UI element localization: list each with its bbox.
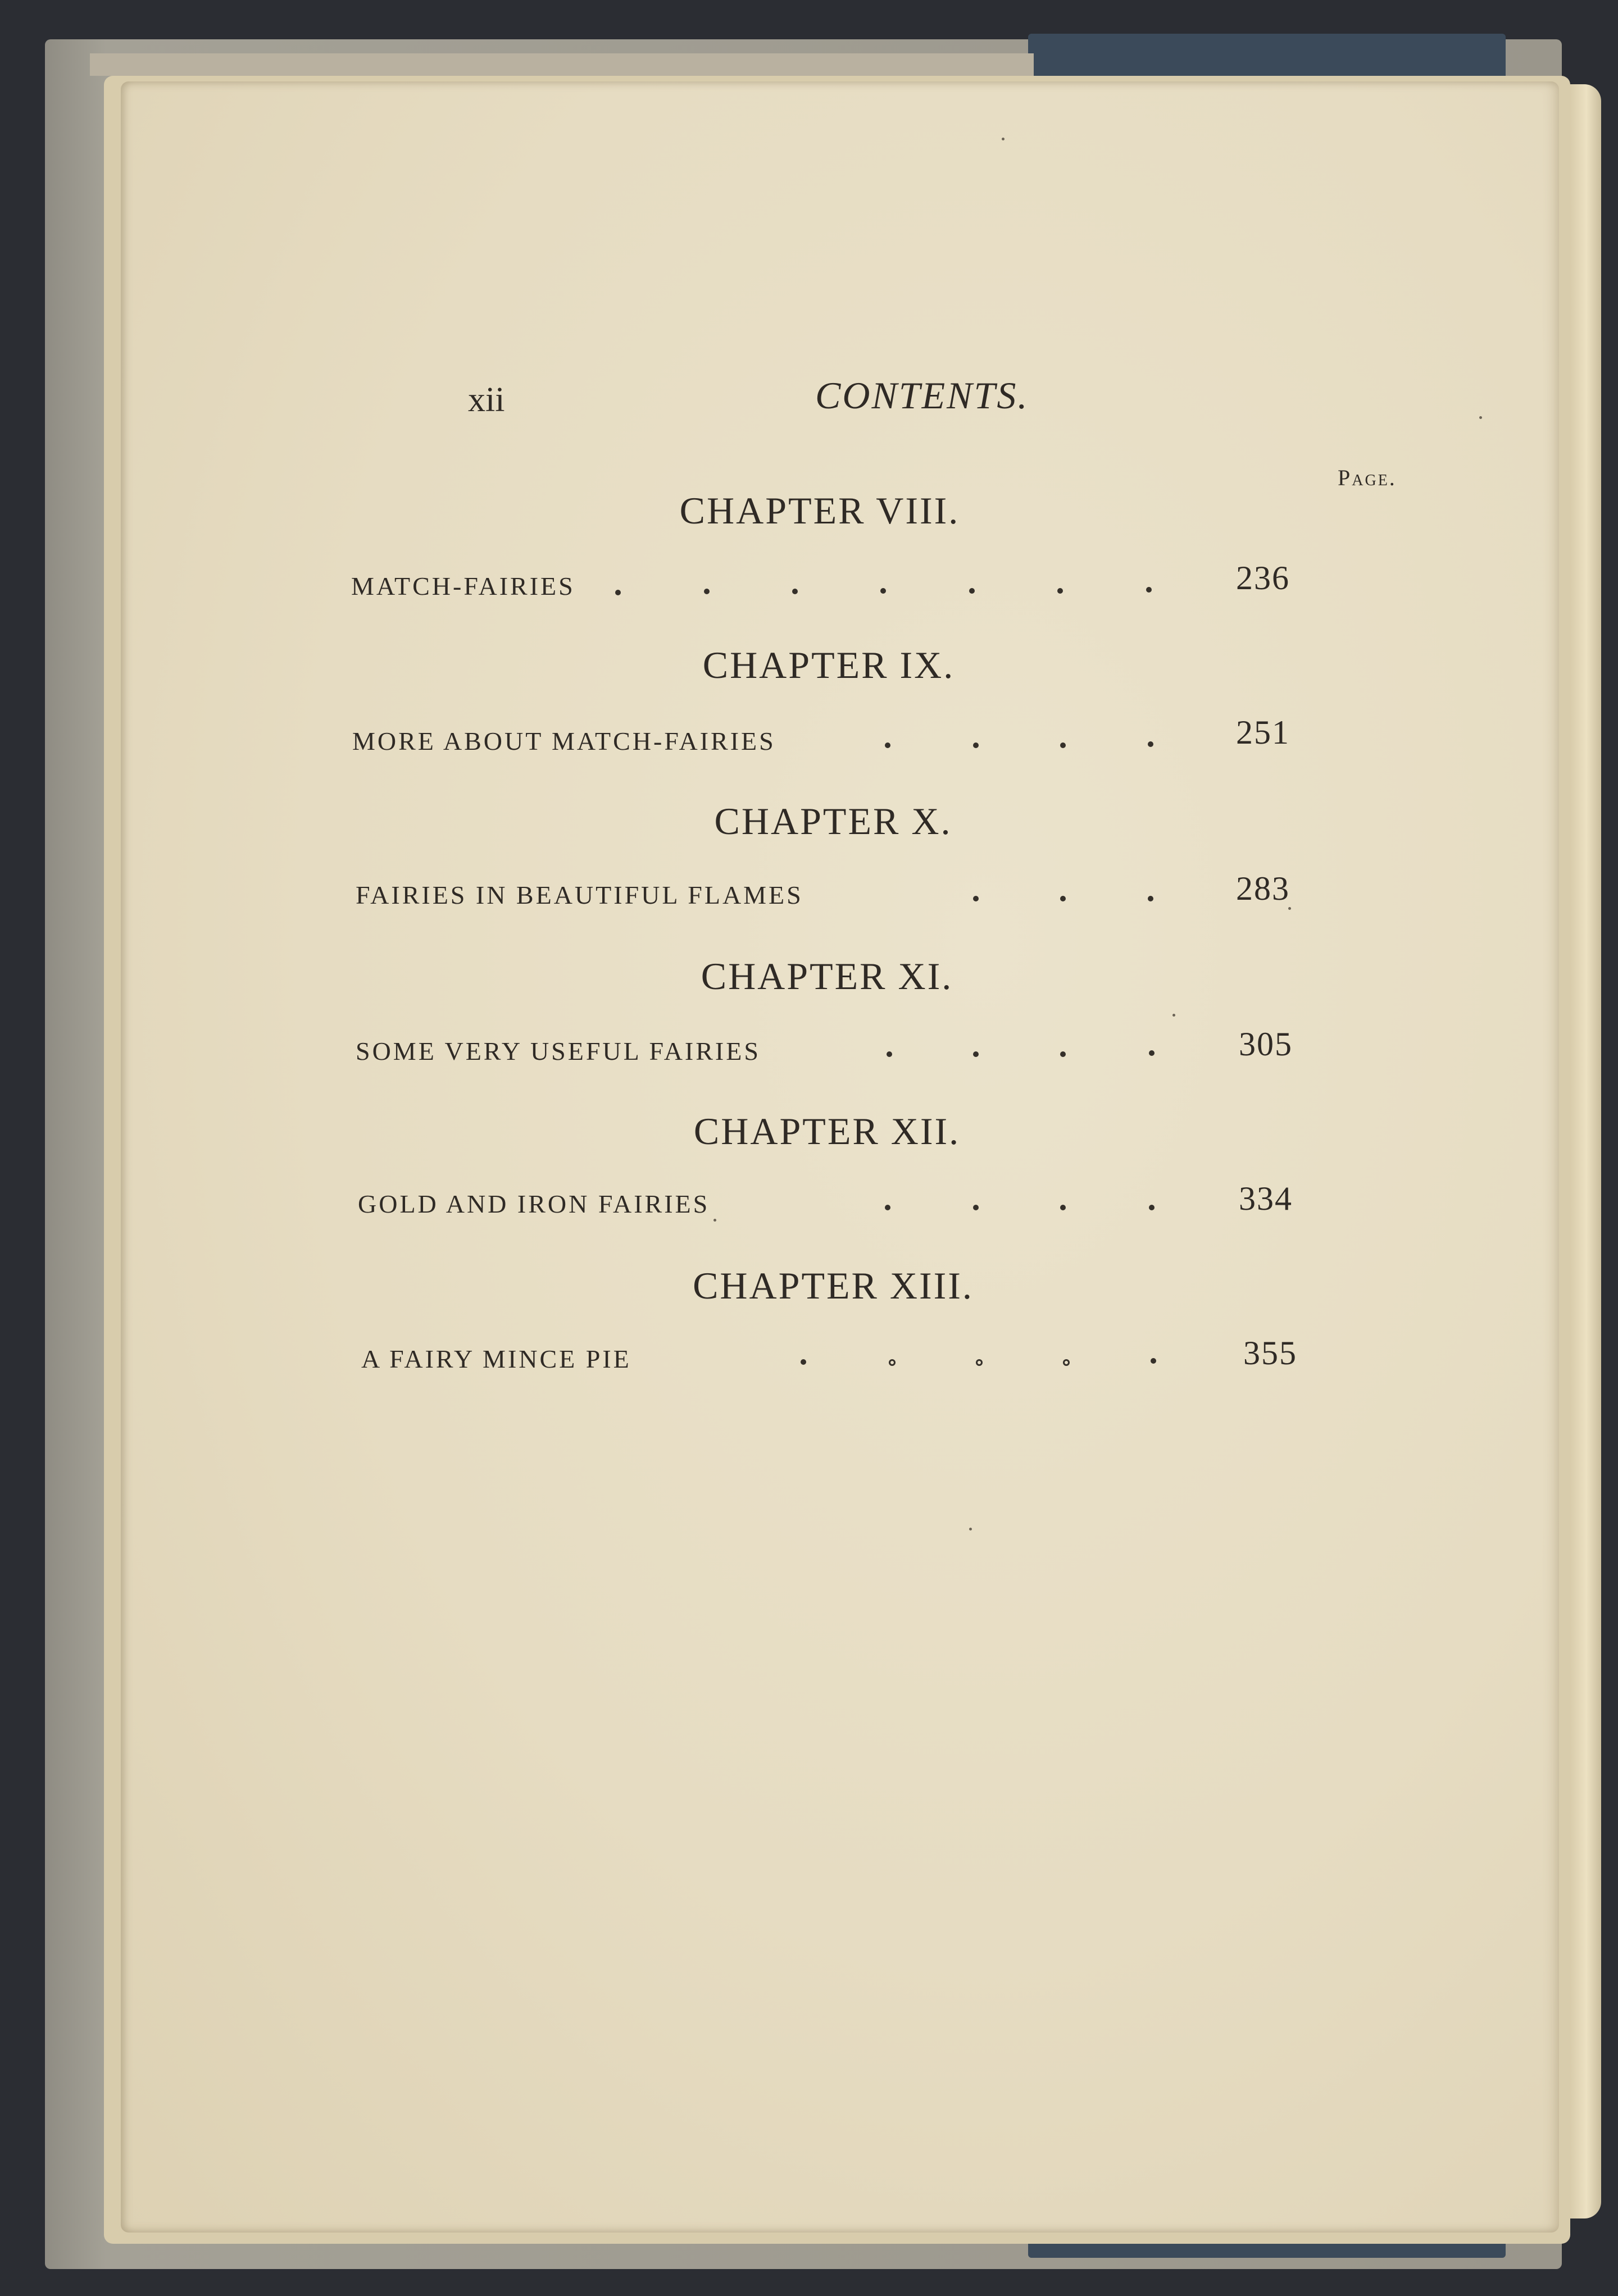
chapter-heading: CHAPTER X. (714, 800, 952, 842)
toc-entry-page: 355 (1243, 1334, 1297, 1372)
paper-speck (969, 1528, 972, 1530)
chapter-heading: CHAPTER XI. (701, 955, 953, 997)
paper-speck (713, 1219, 716, 1222)
toc-entry-page: 305 (1239, 1026, 1293, 1063)
toc-entry-page: 283 (1236, 870, 1290, 907)
paper-speck (1288, 907, 1291, 910)
toc-entry-title: MORE ABOUT MATCH-FAIRIES (352, 727, 776, 755)
toc-entry-page: 251 (1236, 714, 1290, 751)
toc-entry-title: A FAIRY MINCE PIE (361, 1345, 631, 1373)
cover-board-edge (90, 53, 1034, 76)
paper-speck (1172, 1014, 1175, 1017)
paper-speck (1479, 416, 1482, 419)
running-head: CONTENTS. (815, 374, 1029, 417)
contents-page (121, 81, 1559, 2233)
toc-entry-page: 236 (1236, 559, 1290, 596)
chapter-heading: CHAPTER XIII. (693, 1264, 974, 1307)
toc-entry-title: MATCH-FAIRIES (351, 572, 575, 600)
page-column-label: Page. (1338, 465, 1397, 490)
toc-entry-title: GOLD AND IRON FAIRIES (358, 1190, 710, 1218)
toc-entry-title: SOME VERY USEFUL FAIRIES (356, 1037, 761, 1065)
folio-number: xii (468, 381, 505, 419)
chapter-heading: CHAPTER XII. (693, 1110, 961, 1152)
chapter-heading: CHAPTER VIII. (679, 489, 960, 532)
chapter-heading: CHAPTER IX. (702, 644, 955, 686)
toc-entry-title: FAIRIES IN BEAUTIFUL FLAMES (356, 881, 803, 909)
paper-speck (1002, 138, 1005, 140)
toc-entry-page: 334 (1239, 1180, 1293, 1217)
